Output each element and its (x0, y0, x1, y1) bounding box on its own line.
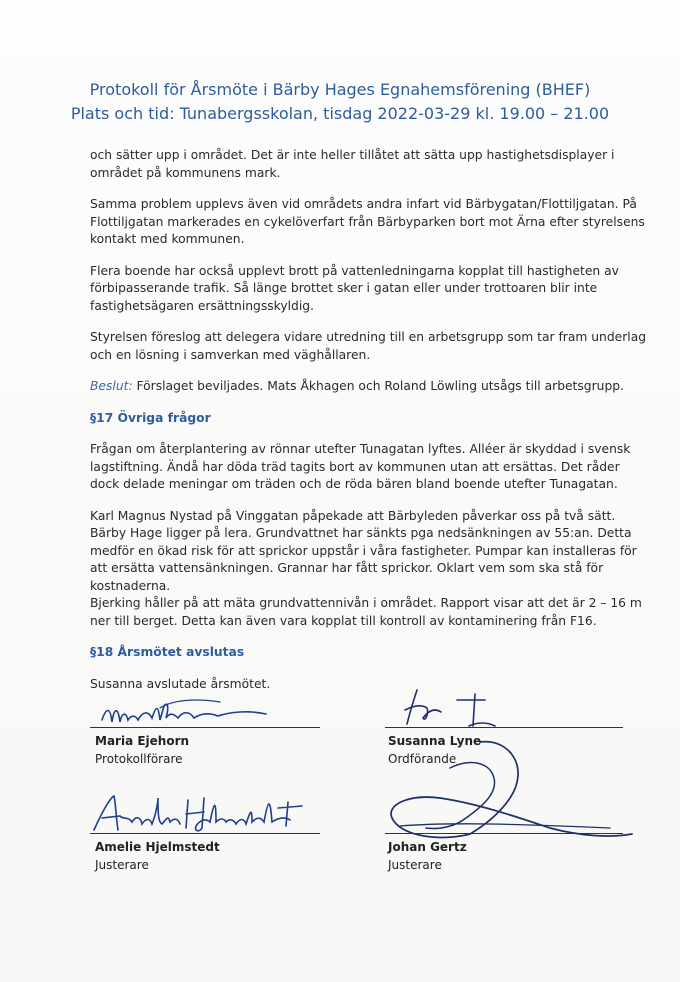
signature-susanna-lyne (395, 688, 545, 728)
section-18-title: §18 Årsmötet avslutas (90, 645, 245, 659)
signatory-amelie (95, 838, 220, 874)
signature-amelie-hjelmstedt (92, 792, 317, 834)
signatory-name: Amelie Hjelmstedt (95, 840, 220, 854)
paragraph: och sätter upp i området. Det är inte heller tillåtet att sätta upp hastighetsdisplayer i området på kommunens mark. (90, 148, 615, 180)
paragraph: Flera boende har också upplevt brott på vattenledningarna kopplat till hastigheten av förbipasserande trafik. Så länge brottet sker i gatan eller under trottoaren blir inte fastighetsägaren ersättningsskyldig. (90, 263, 619, 313)
paragraph: Samma problem upplevs även vid områdets andra infart vid Bärbygatan/Flottiljgatan. På Flottiljgatan markerades en cykelöverfart från Bärbyparken bort mot Ärna efter styrelsens kontakt med kommunen. (90, 197, 645, 246)
document-body (90, 147, 650, 707)
decision-label: Beslut: (90, 379, 133, 393)
decision-text: Förslaget beviljades. Mats Åkhagen och Roland Löwling utsågs till arbetsgrupp. (132, 379, 624, 393)
paragraph: Styrelsen föreslog att delegera vidare utredning till en arbetsgrupp som tar fram underlag och en lösning i samverkan med väghållaren. (90, 330, 647, 362)
paragraph: Frågan om återplantering av rönnar utefter Tunagatan lyftes. Alléer är skyddad i svensk lagstiftning. Ändå har döda träd tagits bort av kommunen utan att ersättas. Det råder dock delade meningar om träden och de röda bären bland boende utefter Tunagatan. (90, 442, 631, 491)
document-subtitle: Plats och tid: Tunabergsskolan, tisdag 2022-03-29 kl. 19.00 – 21.00 (70, 104, 610, 123)
signatory-role: Justerare (95, 858, 149, 872)
signature-maria-ejehorn (100, 698, 270, 734)
signature-line (90, 833, 320, 834)
signature-johan-gertz (370, 738, 640, 848)
signatory-name: Susanna Lyne (388, 734, 482, 748)
paragraph: Karl Magnus Nystad på Vinggatan påpekade att Bärbyleden påverkar oss på två sätt. Bärby Hage ligger på lera. Grundvattnet har sänkts pga nedsänkningen av 55:an. Detta medför en ökad risk för att sprickor uppstår i våra fastigheter. Pumpar kan installeras för att ersätta vattensänkningen. Grannar har fått sprickor. Oklart vem som ska stå för kostnaderna. (90, 508, 637, 593)
signatory-name: Johan Gertz (388, 840, 467, 854)
signatory-johan (388, 838, 467, 874)
document-title: Protokoll för Årsmöte i Bärby Hages Egnahemsförening (BHEF) (89, 80, 591, 99)
signatory-role: Ordförande (388, 752, 457, 766)
paragraph: Susanna avslutade årsmötet. (90, 676, 271, 691)
signatory-role: Justerare (388, 858, 442, 872)
signature-line (385, 727, 623, 728)
section-17-title: §17 Övriga frågor (90, 410, 211, 425)
decision-paragraph (90, 378, 650, 396)
signature-line (90, 727, 320, 728)
signatory-maria (95, 732, 189, 768)
signature-line (385, 833, 623, 834)
signatory-name: Maria Ejehorn (95, 734, 190, 748)
paragraph: Bjerking håller på att mäta grundvattennivån i området. Rapport visar att det är 2 – 16 m ner till berget. Detta kan även vara kopplat till kontroll av kontaminering från F16. (90, 596, 642, 628)
document-header (0, 78, 680, 126)
signatory-role: Protokollförare (95, 752, 183, 766)
